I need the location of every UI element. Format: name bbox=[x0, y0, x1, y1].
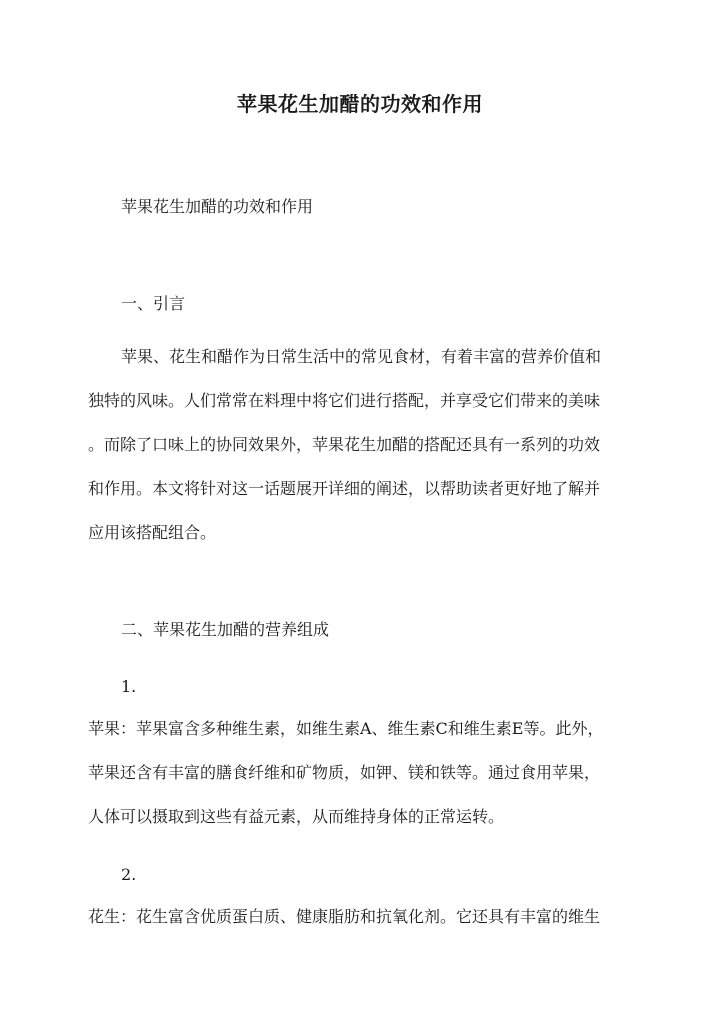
section-heading-nutrition: 二、苹果花生加醋的营养组成 bbox=[121, 620, 330, 639]
paragraph-line: 应用该搭配组合。 bbox=[88, 523, 217, 542]
paragraph-line: 和作用。本文将针对这一话题展开详细的阐述，以帮助读者更好地了解并 bbox=[88, 479, 601, 498]
list-item-number: 1. bbox=[121, 677, 137, 696]
paragraph-line: 苹果：苹果富含多种维生素，如维生素A、维生素C和维生素E等。此外， bbox=[88, 719, 604, 738]
list-item-number: 2. bbox=[121, 865, 137, 884]
paragraph-line: 苹果还含有丰富的膳食纤维和矿物质，如钾、镁和铁等。通过食用苹果， bbox=[88, 763, 601, 782]
document-subtitle: 苹果花生加醋的功效和作用 bbox=[121, 197, 314, 216]
section-heading-introduction: 一、引言 bbox=[121, 294, 186, 313]
paragraph-line: 人体可以摄取到这些有益元素，从而维持身体的正常运转。 bbox=[88, 807, 505, 826]
document-title: 苹果花生加醋的功效和作用 bbox=[237, 92, 483, 116]
paragraph-line: 。而除了口味上的协同效果外，苹果花生加醋的搭配还具有一系列的功效 bbox=[88, 435, 601, 454]
paragraph-line: 花生：花生富含优质蛋白质、健康脂肪和抗氧化剂。它还具有丰富的维生 bbox=[88, 907, 601, 926]
paragraph-line: 苹果、花生和醋作为日常生活中的常见食材，有着丰富的营养价值和 bbox=[121, 347, 602, 366]
paragraph-line: 独特的风味。人们常常在料理中将它们进行搭配，并享受它们带来的美味 bbox=[88, 391, 601, 410]
